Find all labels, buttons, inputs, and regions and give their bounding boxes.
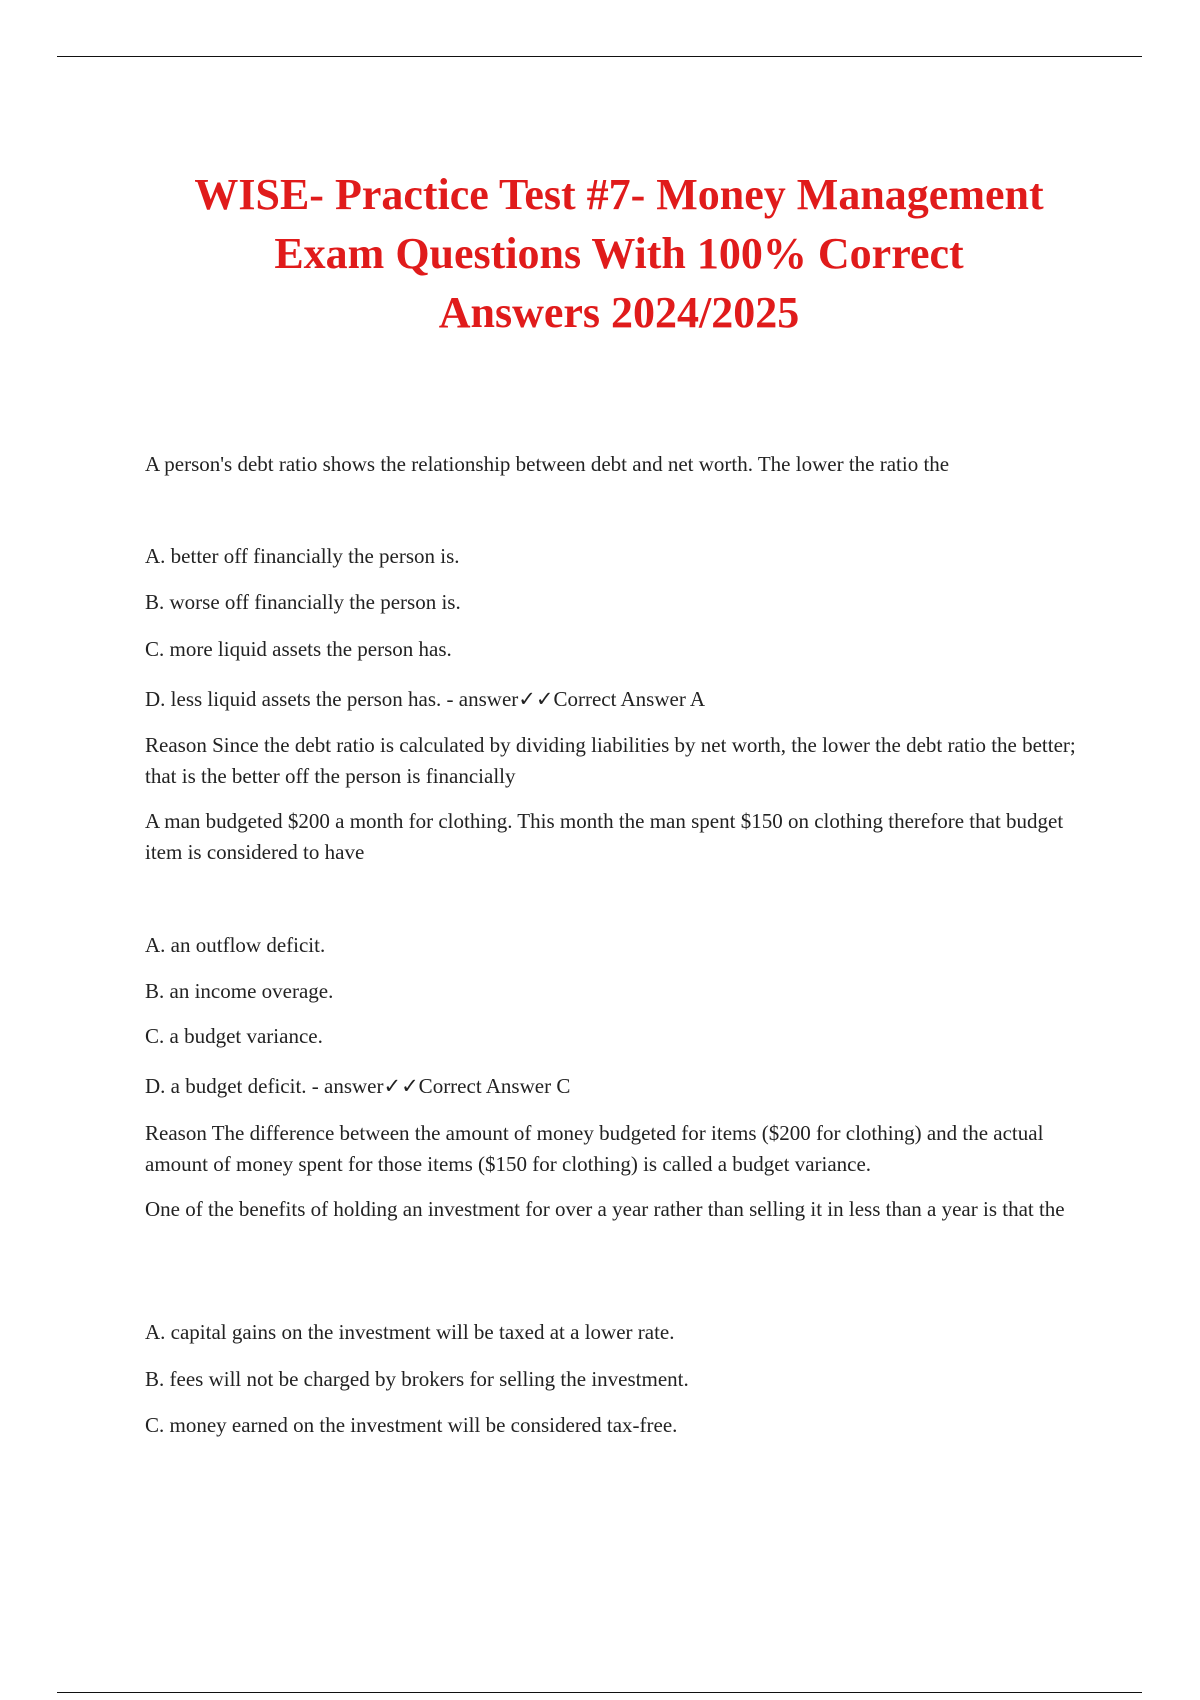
- bottom-rule: [57, 1692, 1142, 1693]
- question-2-option-d-answer: D. a budget deficit. - answer✓✓Correct Answer C: [145, 1074, 571, 1098]
- question-2-stem: A man budgeted $200 a month for clothing. This month the man spent $150 on clothing therefore that budget item is considered to have: [145, 809, 1064, 864]
- title-line-3: Answers 2024/2025: [438, 288, 800, 337]
- top-rule: [57, 56, 1142, 57]
- question-3-option-c: C. money earned on the investment will be considered tax-free.: [145, 1413, 678, 1437]
- question-1-option-c: C. more liquid assets the person has.: [145, 637, 452, 661]
- question-1-stem: A person's debt ratio shows the relationship between debt and net worth. The lower the ratio the: [145, 452, 950, 476]
- question-2-option-a: A. an outflow deficit.: [145, 933, 326, 957]
- title-line-1: WISE- Practice Test #7- Money Management: [194, 170, 1044, 219]
- question-2-option-b: B. an income overage.: [145, 979, 334, 1003]
- title-line-2: Exam Questions With 100% Correct: [274, 229, 964, 278]
- question-1-reason: Reason Since the debt ratio is calculated by dividing liabilities by net worth, the lower the debt ratio the better; that is the better off the person is financially: [145, 733, 1076, 788]
- question-1-option-d-answer: D. less liquid assets the person has. - answer✓✓Correct Answer A: [145, 687, 706, 711]
- question-3-option-b: B. fees will not be charged by brokers for selling the investment.: [145, 1367, 689, 1391]
- question-1-option-b: B. worse off financially the person is.: [145, 590, 461, 614]
- question-3-stem: One of the benefits of holding an investment for over a year rather than selling it in less than a year is that the: [145, 1197, 1065, 1221]
- question-1-option-a: A. better off financially the person is.: [145, 544, 460, 568]
- question-2-option-c: C. a budget variance.: [145, 1024, 323, 1048]
- document-title: [60, 165, 1178, 342]
- question-2-reason: Reason The difference between the amount of money budgeted for items ($200 for clothing) and the actual amount of money spent for those items ($150 for clothing) is called a budget variance.: [145, 1121, 1044, 1176]
- question-3-option-a: A. capital gains on the investment will be taxed at a lower rate.: [145, 1320, 675, 1344]
